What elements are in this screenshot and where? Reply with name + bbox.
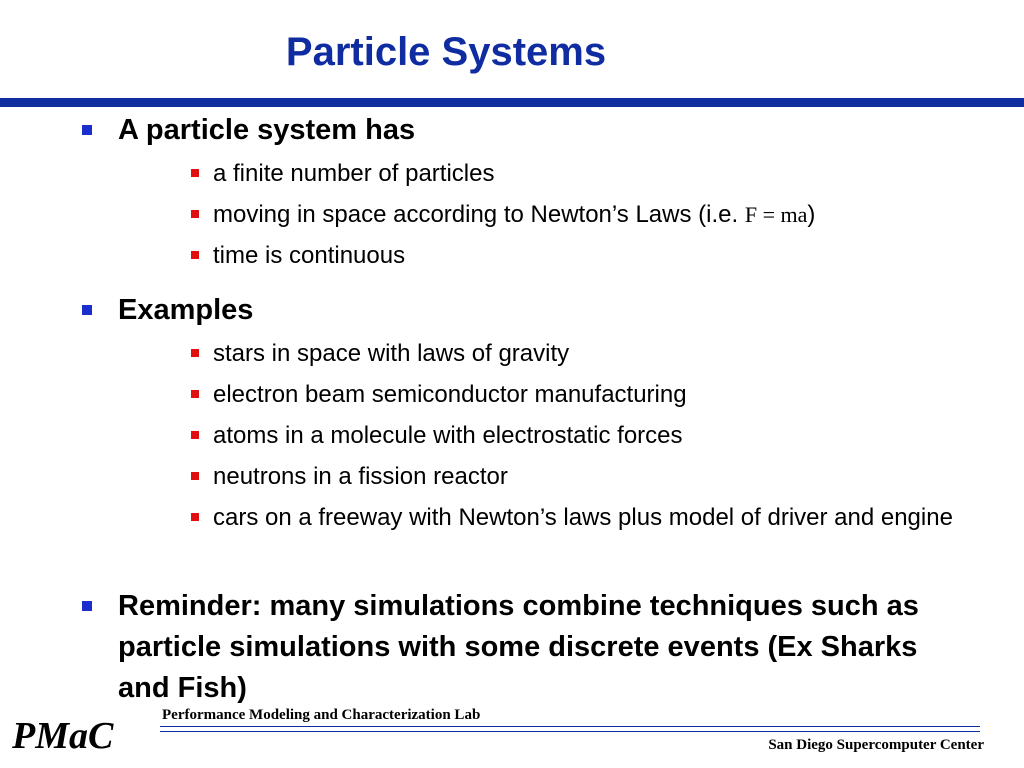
bullet-text: Examples xyxy=(118,294,254,326)
sub-bullet-text: time is continuous xyxy=(213,242,406,269)
square-bullet-icon xyxy=(191,251,199,259)
sub-bullet-electron-beam xyxy=(213,378,973,411)
square-bullet-icon xyxy=(191,169,199,177)
bullet-text: A particle system has xyxy=(118,114,416,146)
square-bullet-icon xyxy=(82,601,92,611)
sub-bullet-stars xyxy=(213,337,973,370)
sub-bullet-text: cars on a freeway with Newton’s laws plus model of driver and engine xyxy=(213,504,953,531)
square-bullet-icon xyxy=(191,513,199,521)
square-bullet-icon xyxy=(82,125,92,135)
sub-bullet-atoms xyxy=(213,419,973,452)
sub-bullet-cars xyxy=(213,501,973,534)
sub-bullet-text: moving in space according to Newton’s Laws (i.e. xyxy=(213,201,745,228)
square-bullet-icon xyxy=(191,210,199,218)
equation-f-ma: F = ma xyxy=(744,202,808,227)
square-bullet-icon xyxy=(191,431,199,439)
bullet-text: Reminder: many simulations combine techniques such as particle simulations with some discrete events (Ex Sharks and Fish) xyxy=(118,590,919,704)
square-bullet-icon xyxy=(191,472,199,480)
sub-bullet-text: neutrons in a fission reactor xyxy=(213,463,508,490)
sub-bullet-text: atoms in a molecule with electrostatic forces xyxy=(213,422,683,449)
lab-name: Performance Modeling and Characterization Lab xyxy=(162,707,481,723)
sub-bullet-neutrons xyxy=(213,460,973,493)
sub-bullet-text-end: ) xyxy=(807,201,816,228)
bullet-reminder xyxy=(118,586,948,709)
center-name: San Diego Supercomputer Center xyxy=(768,737,984,753)
sub-bullet-text: stars in space with laws of gravity xyxy=(213,340,570,367)
footer-divider xyxy=(160,726,980,732)
sub-bullet-finite-particles xyxy=(213,157,973,190)
square-bullet-icon xyxy=(191,349,199,357)
title-underline xyxy=(0,98,1024,107)
pmac-logo: PMaC xyxy=(12,715,114,757)
bullet-particle-system xyxy=(118,110,948,151)
sub-bullet-newtons-laws xyxy=(213,198,973,231)
sub-bullet-text: a finite number of particles xyxy=(213,160,495,187)
square-bullet-icon xyxy=(191,390,199,398)
bullet-examples xyxy=(118,290,948,331)
sub-bullet-text: electron beam semiconductor manufacturing xyxy=(213,381,687,408)
slide-title: Particle Systems xyxy=(285,30,607,74)
sub-bullet-time-continuous xyxy=(213,239,973,272)
square-bullet-icon xyxy=(82,305,92,315)
